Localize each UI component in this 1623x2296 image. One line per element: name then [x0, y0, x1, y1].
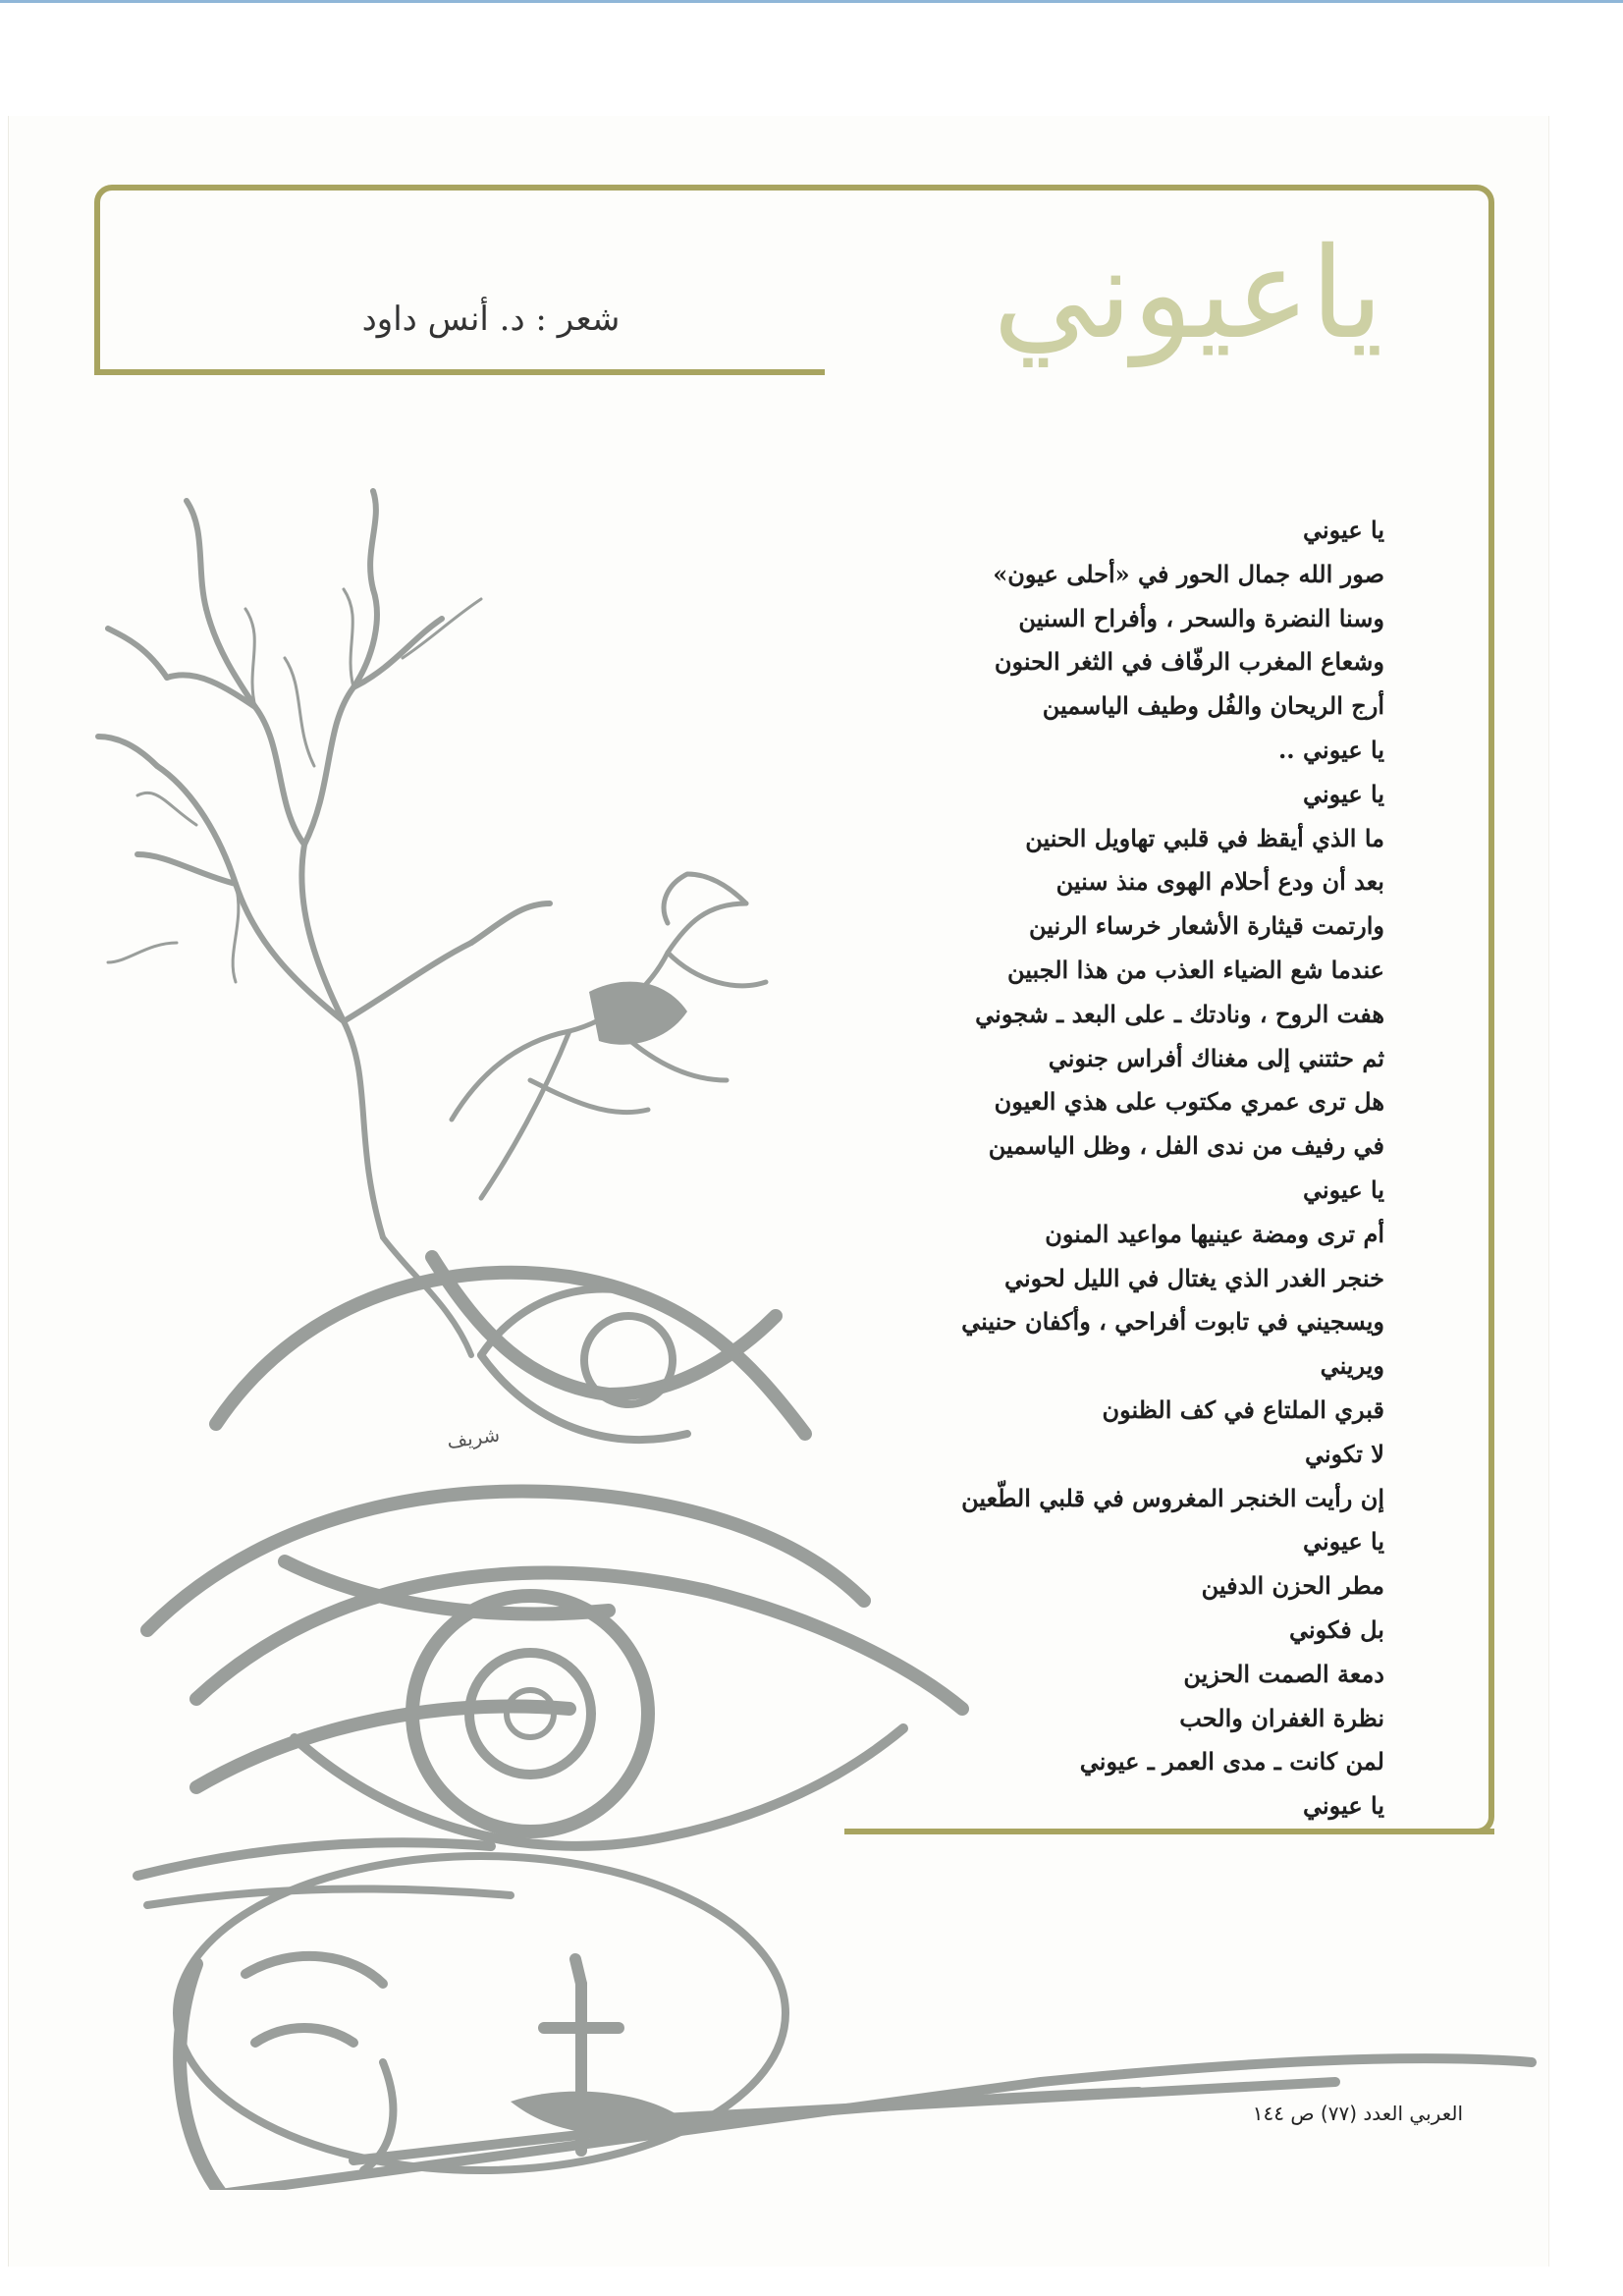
poem-line: ما الذي أيقظ في قلبي تهاويل الحنين: [1025, 823, 1384, 852]
poem-line: دمعة الصمت الحزين: [1183, 1659, 1384, 1688]
poem-line: أرج الريحان والفُل وطيف الياسمين: [1042, 691, 1384, 721]
poem-line: ويسجيني في تابوت أفراحي ، وأكفان حنيني: [961, 1307, 1384, 1337]
poem-line: بعد أن ودع أحلام الهوى منذ سنين: [1055, 867, 1384, 897]
poem-title: ياعيوني: [992, 221, 1384, 367]
poem-line: يا عيوني: [1303, 1527, 1384, 1557]
page-footer: العربي العدد (٧٧) ص ١٤٤: [1252, 2102, 1463, 2125]
scan-edge: [0, 0, 1623, 3]
byline-rule: [94, 369, 825, 375]
poem-line: عندما شع الضياء العذب من هذا الجبين: [1007, 955, 1384, 984]
poem-line: يا عيوني: [1303, 1791, 1384, 1821]
artist-signature: شريف: [445, 1422, 502, 1453]
poem-line: يا عيوني ..: [1277, 735, 1384, 764]
poem-line: ويريني: [1320, 1351, 1384, 1381]
poem-line: إن رأيت الخنجر المغروس في قلبي الطّعين: [961, 1483, 1384, 1512]
bird-body: [589, 982, 687, 1045]
poem-line: نظرة الغفران والحب: [1179, 1703, 1384, 1732]
poem-line: هل ترى عمري مكتوب على هذي العيون: [994, 1087, 1384, 1117]
poem-line: صور الله جمال الحور في «أحلى عيون»: [993, 559, 1384, 588]
poem-line: خنجر الغدر الذي يغتال في الليل لحوني: [1003, 1263, 1384, 1292]
poem-line: لا تكوني: [1304, 1439, 1384, 1468]
poem-line: في رفيف من ندى الفل ، وظل الياسمين: [988, 1131, 1384, 1161]
poem-line: قبري الملتاع في كف الظنون: [1102, 1394, 1384, 1424]
poem-line: يا عيوني: [1303, 779, 1384, 808]
poem-line: ثم حثتني إلى مغناك أفراس جنوني: [1048, 1043, 1384, 1072]
face-drawing: [137, 1842, 785, 2190]
author-byline: شعر : د. أنس داود: [361, 300, 621, 339]
poem-line: يا عيوني: [1303, 1175, 1384, 1204]
shadow-patch: [511, 2092, 687, 2135]
poem-line: بل فكوني: [1288, 1614, 1384, 1644]
poem-line: أم ترى ومضة عينيها مواعيد المنون: [1045, 1219, 1384, 1248]
poem-line: هفت الروح ، ونادتك ـ على البعد ـ شجوني: [975, 999, 1384, 1028]
poem-line: مطر الحزن الدفين: [1201, 1571, 1384, 1601]
poem-line: يا عيوني: [1303, 516, 1384, 544]
tree-drawing: [98, 491, 550, 1355]
poem-text: [815, 509, 1384, 1829]
poem-line: لمن كانت ـ مدى العمر ـ عيوني: [1079, 1747, 1384, 1777]
poem-line: وسنا النضرة والسحر ، وأفراح السنين: [1018, 603, 1384, 632]
poem-line: وارتمت قيثارة الأشعار خرساء الرنين: [1029, 911, 1384, 941]
poem-line: وشعاع المغرب الرفّاف في الثغر الحنون: [994, 647, 1384, 677]
